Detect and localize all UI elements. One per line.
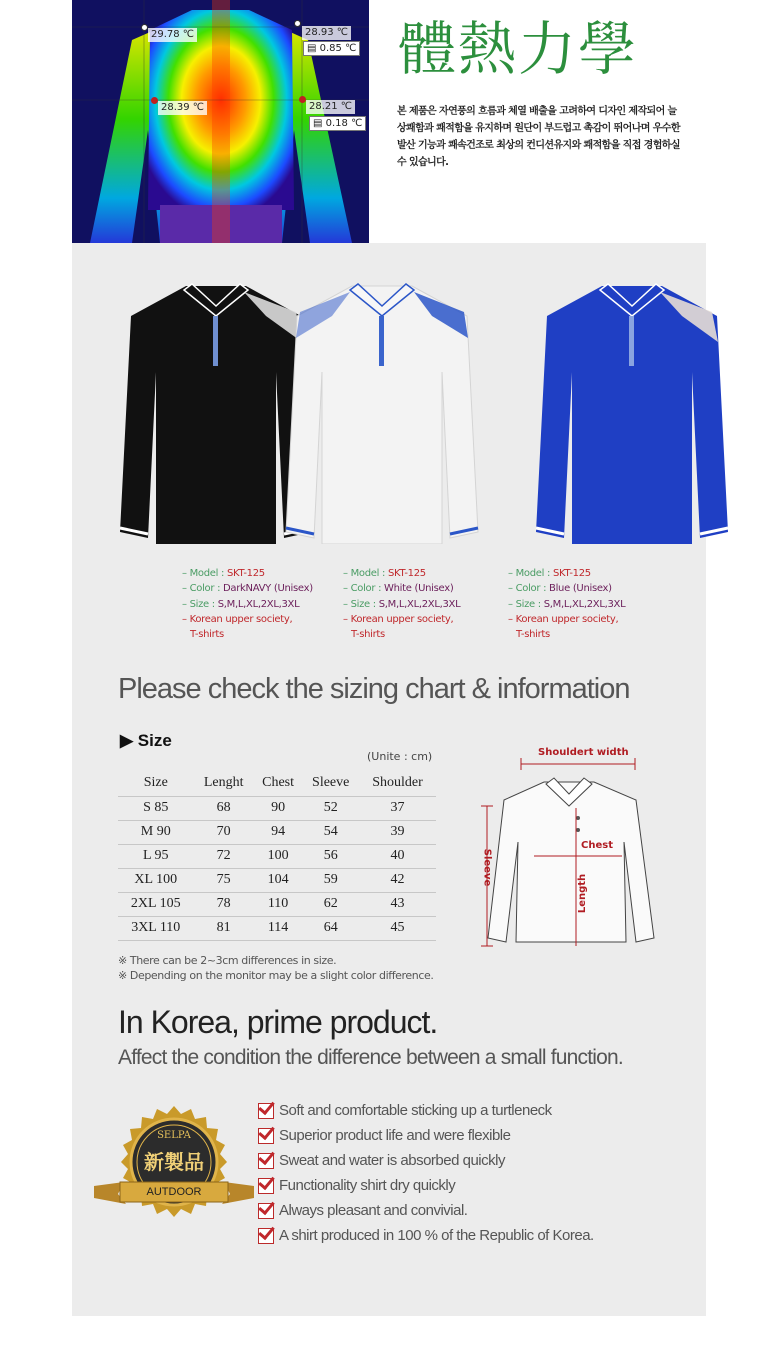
table-cell: 54	[302, 820, 359, 844]
table-cell: 39	[359, 820, 436, 844]
shirt-white-image	[282, 282, 482, 544]
checkbox-checked-icon	[258, 1178, 274, 1194]
table-cell: 68	[194, 796, 254, 820]
badge-brand: SELPA	[157, 1130, 191, 1141]
length-label: Length	[577, 873, 589, 914]
column-header: Chest	[254, 770, 303, 796]
table-cell: 110	[254, 892, 303, 916]
checkbox-checked-icon	[258, 1153, 274, 1169]
table-cell: 104	[254, 868, 303, 892]
measure-point-icon	[299, 96, 306, 103]
table-row	[118, 892, 436, 916]
top-section	[72, 0, 706, 243]
list-item: Always pleasant and convivial.	[258, 1198, 594, 1223]
product-spec-blue: – Model : SKT-125 – Color : Blue (Unisex) – Size : S,M,L,XL,2XL,3XL – Korean upper society, T-shirts	[508, 568, 626, 641]
list-item: A shirt produced in 100 % of the Republic of Korea.	[258, 1223, 594, 1248]
new-product-badge	[94, 1100, 254, 1230]
color-note: ※ Depending on the monitor may be a slight color difference.	[118, 969, 434, 982]
table-cell: 56	[302, 844, 359, 868]
product-spec-black: – Model : SKT-125 – Color : DarkNAVY (Unisex) – Size : S,M,L,XL,2XL,3XL – Korean upper society, T-shirts	[182, 568, 313, 641]
table-cell: 70	[194, 820, 254, 844]
column-header: Size	[118, 770, 194, 796]
temperature-reading: 29.78 ℃	[148, 28, 197, 42]
badge-subtitle: AUTDOOR	[146, 1186, 202, 1198]
measure-point-icon	[294, 20, 301, 27]
temperature-reading: 28.39 ℃	[158, 101, 207, 115]
list-item: Soft and comfortable sticking up a turtleneck	[258, 1098, 594, 1123]
table-cell: 40	[359, 844, 436, 868]
table-cell: L 95	[118, 844, 194, 868]
product-description: 본 제품은 자연풍의 흐름과 체열 배출을 고려하여 디자인 제작되어 늘 상쾌함과 쾌적함을 유지하며 원단이 부드럽고 촉감이 뛰어나며 우수한 발산 기능과 쾌속건조로 최상의 컨디션유지와 쾌적함을 직접 경험하실 수 있습니다.	[397, 106, 680, 168]
temperature-delta: ▤ 0.85 ℃	[303, 41, 360, 56]
table-cell: 78	[194, 892, 254, 916]
checkbox-checked-icon	[258, 1103, 274, 1119]
table-cell: 114	[254, 916, 303, 940]
size-note: ※ There can be 2~3cm differences in size.	[118, 954, 337, 967]
table-cell: 52	[302, 796, 359, 820]
chest-label: Chest	[581, 840, 613, 851]
checkbox-checked-icon	[258, 1203, 274, 1219]
table-cell: 64	[302, 916, 359, 940]
table-cell: 43	[359, 892, 436, 916]
shirt-outline-illustration	[476, 742, 666, 954]
table-cell: 94	[254, 820, 303, 844]
temperature-reading: 28.21 ℃	[306, 100, 355, 114]
shirt-blue-image	[532, 282, 732, 544]
sizing-section-title: Please check the sizing chart & information	[118, 673, 630, 705]
product-spec-white: – Model : SKT-125 – Color : White (Unisex) – Size : S,M,L,XL,2XL,3XL – Korean upper society, T-shirts	[343, 568, 461, 641]
table-row	[118, 916, 436, 940]
table-row	[118, 820, 436, 844]
table-header-row	[118, 770, 436, 796]
table-cell: 2XL 105	[118, 892, 194, 916]
temperature-delta: ▤ 0.18 ℃	[309, 116, 366, 131]
column-header: Shoulder	[359, 770, 436, 796]
table-cell: 45	[359, 916, 436, 940]
list-item: Superior product life and were flexible	[258, 1123, 594, 1148]
measure-point-icon	[151, 97, 158, 104]
list-item: Sweat and water is absorbed quickly	[258, 1148, 594, 1173]
table-row	[118, 868, 436, 892]
table-cell: 59	[302, 868, 359, 892]
product-detail-page	[72, 0, 706, 1316]
size-table	[118, 770, 436, 941]
shoulder-width-label: Shouldert width	[538, 747, 629, 758]
table-cell: S 85	[118, 796, 194, 820]
table-cell: 90	[254, 796, 303, 820]
table-cell: 81	[194, 916, 254, 940]
column-header: Sleeve	[302, 770, 359, 796]
table-cell: 75	[194, 868, 254, 892]
checkbox-checked-icon	[258, 1128, 274, 1144]
table-row	[118, 796, 436, 820]
thermal-image	[72, 0, 369, 243]
column-header: Lenght	[194, 770, 254, 796]
list-item: Functionality shirt dry quickly	[258, 1173, 594, 1198]
table-cell: 37	[359, 796, 436, 820]
feature-list	[258, 1098, 594, 1248]
table-cell: 100	[254, 844, 303, 868]
table-row	[118, 844, 436, 868]
measurement-diagram	[476, 742, 666, 954]
measure-point-icon	[141, 24, 148, 31]
unit-label: (Unite : cm)	[367, 750, 433, 763]
table-cell: 62	[302, 892, 359, 916]
promo-headline: In Korea, prime product.	[118, 1004, 438, 1040]
table-cell: 3XL 110	[118, 916, 194, 940]
table-cell: M 90	[118, 820, 194, 844]
temperature-reading: 28.93 ℃	[302, 26, 351, 40]
thermometer-icon: ▤	[313, 118, 326, 129]
thermometer-icon: ▤	[307, 43, 320, 54]
page-title: 體熱力學	[398, 15, 639, 83]
table-cell: XL 100	[118, 868, 194, 892]
checkbox-checked-icon	[258, 1228, 274, 1244]
badge-title: 新製品	[144, 1150, 204, 1174]
table-cell: 42	[359, 868, 436, 892]
size-heading: ▶ Size	[120, 731, 172, 750]
sleeve-label: Sleeve	[481, 848, 493, 887]
promo-subline: Affect the condition the difference between a small function.	[118, 1046, 623, 1069]
table-cell: 72	[194, 844, 254, 868]
